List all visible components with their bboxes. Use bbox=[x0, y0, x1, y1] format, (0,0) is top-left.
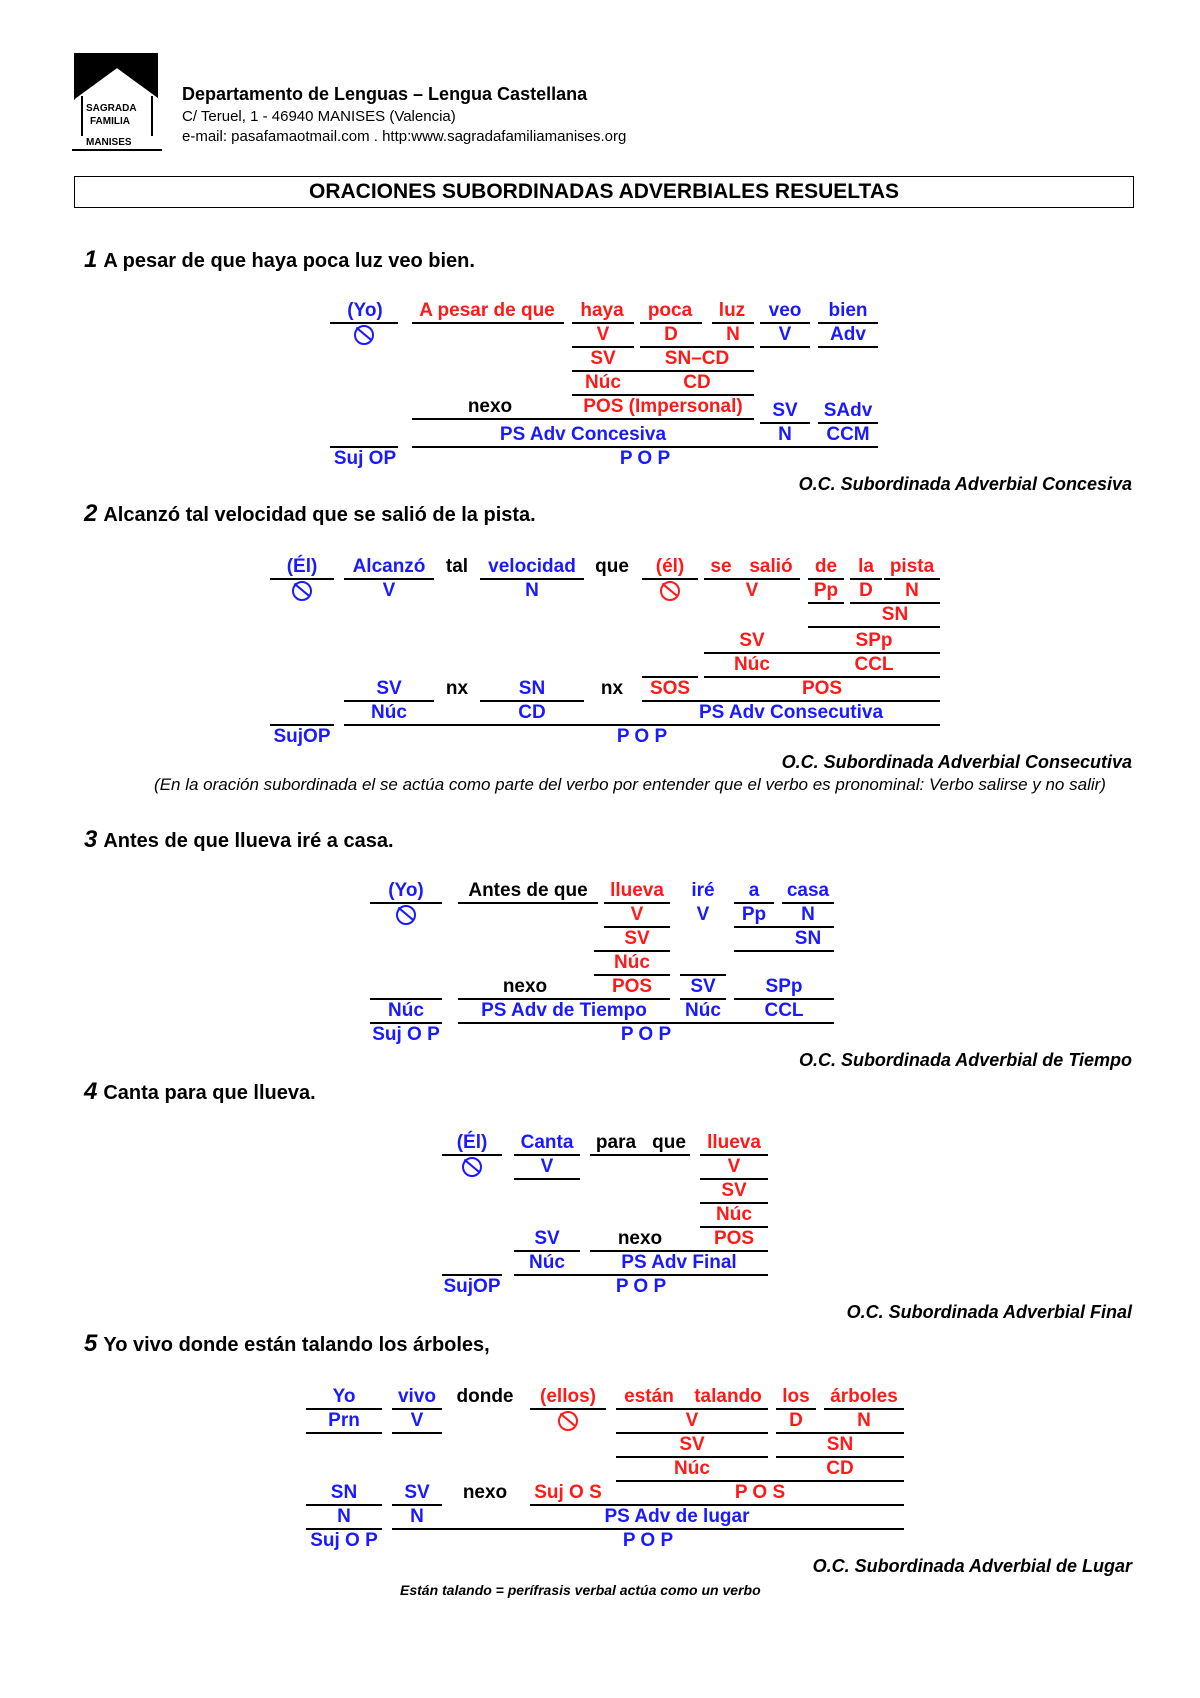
classification: O.C. Subordinada Adverbial Concesiva bbox=[798, 474, 1132, 494]
tag: V bbox=[596, 324, 610, 345]
tag: POS bbox=[713, 1228, 755, 1249]
word: los bbox=[782, 1386, 810, 1407]
tag: P O P bbox=[619, 448, 671, 469]
tag: P O P bbox=[615, 1276, 667, 1297]
tag: SujOP bbox=[273, 726, 331, 747]
null-subject-icon bbox=[460, 1156, 484, 1178]
word: luz bbox=[718, 300, 746, 321]
tag: Suj OP bbox=[333, 448, 397, 469]
tag: POS bbox=[611, 976, 653, 997]
exercise-number: 4 bbox=[84, 1078, 98, 1105]
null-subject-icon bbox=[556, 1410, 580, 1432]
sentence-text: Alcanzó tal velocidad que se salió de la pista. bbox=[103, 504, 536, 526]
word: iré bbox=[691, 880, 715, 901]
word: (Yo) bbox=[347, 300, 383, 321]
school-logo bbox=[72, 48, 162, 153]
word: a bbox=[748, 880, 760, 901]
tag: PS Adv Consecutiva bbox=[698, 702, 884, 723]
word: (él) bbox=[655, 556, 685, 577]
word: llueva bbox=[707, 1132, 761, 1153]
tag: POS bbox=[801, 678, 843, 699]
tag: SV bbox=[404, 1482, 430, 1503]
tag: N bbox=[726, 324, 740, 345]
tag: SV bbox=[721, 1180, 747, 1201]
word: poca bbox=[647, 300, 693, 321]
sentence-text: Antes de que llueva iré a casa. bbox=[103, 830, 394, 852]
exercise-number: 1 bbox=[84, 246, 98, 273]
tag: CD bbox=[683, 372, 711, 393]
tag: N bbox=[525, 580, 539, 601]
tag: V bbox=[778, 324, 792, 345]
tag: V bbox=[540, 1156, 554, 1177]
null-subject-icon bbox=[290, 580, 314, 602]
tag: SPp bbox=[855, 630, 893, 651]
tag: SOS bbox=[649, 678, 691, 699]
exercise-3-sentence bbox=[84, 826, 394, 854]
exercise-4-sentence bbox=[84, 1078, 316, 1106]
exercise-5-sentence bbox=[84, 1330, 490, 1358]
word: (Él) bbox=[286, 556, 318, 577]
tag: P O P bbox=[616, 726, 668, 747]
tag: D bbox=[664, 324, 678, 345]
tag: SV bbox=[590, 348, 616, 369]
word: para bbox=[595, 1132, 637, 1153]
word: veo bbox=[768, 300, 802, 321]
word: vivo bbox=[397, 1386, 437, 1407]
null-subject-icon bbox=[394, 904, 418, 926]
tag: SV bbox=[376, 678, 402, 699]
word: velocidad bbox=[488, 556, 576, 577]
classification: O.C. Subordinada Adverbial Final bbox=[846, 1302, 1132, 1322]
logo-text-mid: FAMILIA bbox=[90, 116, 130, 127]
sentence-text: A pesar de que haya poca luz veo bien. bbox=[103, 250, 475, 272]
word: están bbox=[624, 1386, 674, 1407]
tag: Núc bbox=[716, 1204, 752, 1225]
word: Yo bbox=[332, 1386, 356, 1407]
tag: Suj O P bbox=[372, 1024, 440, 1045]
tag: nx bbox=[445, 678, 469, 699]
sentence-text: Canta para que llueva. bbox=[103, 1082, 316, 1104]
footnote: Están talando = perífrasis verbal actúa como un verbo bbox=[400, 1582, 761, 1598]
word: donde bbox=[456, 1386, 514, 1407]
tag: CD bbox=[518, 702, 546, 723]
exercise-1-sentence bbox=[84, 246, 475, 274]
logo-text-bottom: MANISES bbox=[86, 137, 132, 148]
exercise-2-sentence bbox=[84, 500, 536, 528]
word: (Él) bbox=[456, 1132, 488, 1153]
word: salió bbox=[749, 556, 793, 577]
tag: SV bbox=[739, 630, 765, 651]
word: Alcanzó bbox=[352, 556, 426, 577]
word: Canta bbox=[520, 1132, 574, 1153]
address: C/ Teruel, 1 - 46940 MANISES (Valencia) bbox=[182, 108, 456, 125]
tag: SV bbox=[679, 1434, 705, 1455]
word: bien bbox=[828, 300, 868, 321]
exercise-number: 5 bbox=[84, 1330, 98, 1357]
note: (En la oración subordinada el se actúa como parte del verbo por entender que el verbo es pronominal: Verbo salirse y no salir) bbox=[154, 775, 1106, 794]
exercise-number: 2 bbox=[84, 500, 98, 527]
tag: Núc bbox=[614, 952, 650, 973]
nexo-word: Antes de que bbox=[468, 880, 588, 901]
tag: SPp bbox=[765, 976, 803, 997]
tag: N bbox=[410, 1506, 424, 1527]
word: pista bbox=[889, 556, 935, 577]
classification: O.C. Subordinada Adverbial de Lugar bbox=[812, 1556, 1132, 1576]
null-subject-icon bbox=[352, 324, 376, 346]
tag: nx bbox=[600, 678, 624, 699]
tag: SV bbox=[690, 976, 716, 997]
tag: V bbox=[685, 1410, 699, 1431]
tag: Núc bbox=[529, 1252, 565, 1273]
tag: Suj O S bbox=[534, 1482, 602, 1503]
tag: P O P bbox=[620, 1024, 672, 1045]
classification: O.C. Subordinada Adverbial de Tiempo bbox=[798, 1050, 1132, 1070]
tag: Pp bbox=[813, 580, 839, 601]
tag: D bbox=[859, 580, 873, 601]
tag: nexo bbox=[467, 396, 513, 417]
tag: SN bbox=[518, 678, 546, 699]
word: la bbox=[858, 556, 874, 577]
page-title: ORACIONES SUBORDINADAS ADVERBIALES RESUELTAS bbox=[74, 176, 1134, 208]
tag: V bbox=[630, 904, 644, 925]
word: árboles bbox=[830, 1386, 898, 1407]
tag: SN–CD bbox=[664, 348, 730, 369]
tag: SN bbox=[330, 1482, 358, 1503]
word: se bbox=[710, 556, 732, 577]
department-name: Departamento de Lenguas – Lengua Castellana bbox=[182, 84, 588, 104]
sentence-text: Yo vivo donde están talando los árboles, bbox=[103, 1334, 490, 1356]
tag: POS (Impersonal) bbox=[583, 396, 743, 417]
exercise-number: 3 bbox=[84, 826, 98, 853]
tag: SV bbox=[534, 1228, 560, 1249]
tag: Núc bbox=[734, 654, 770, 675]
word: de bbox=[814, 556, 838, 577]
tag: Adv bbox=[830, 324, 866, 345]
contact-info: e-mail: pasafamaotmail.com . http:www.sagradafamiliamanises.org bbox=[182, 128, 627, 145]
nexo-word: A pesar de que bbox=[419, 300, 555, 321]
tag: CCM bbox=[826, 424, 870, 445]
tag: PS Adv Concesiva bbox=[499, 424, 667, 445]
tag: N bbox=[337, 1506, 351, 1527]
word: haya bbox=[580, 300, 624, 321]
word: (ellos) bbox=[540, 1386, 596, 1407]
tag: V bbox=[745, 580, 759, 601]
tag: Núc bbox=[685, 1000, 721, 1021]
tag: V bbox=[696, 904, 710, 925]
tag: V bbox=[382, 580, 396, 601]
tag: SAdv bbox=[823, 400, 873, 421]
word: llueva bbox=[610, 880, 664, 901]
tag: SN bbox=[881, 604, 909, 625]
tag: nexo bbox=[502, 976, 548, 997]
tag: Núc bbox=[585, 372, 621, 393]
logo-text-top: SAGRADA bbox=[86, 103, 137, 114]
tag: PS Adv de Tiempo bbox=[481, 1000, 647, 1021]
tag: N bbox=[857, 1410, 871, 1431]
tag: P O P bbox=[622, 1530, 674, 1551]
tag: SN bbox=[826, 1434, 854, 1455]
tag: Pp bbox=[741, 904, 767, 925]
null-subject-icon bbox=[658, 580, 682, 602]
tag: V bbox=[410, 1410, 424, 1431]
tag: N bbox=[778, 424, 792, 445]
tag: nexo bbox=[462, 1482, 508, 1503]
tag: CCL bbox=[764, 1000, 804, 1021]
tag: PS Adv de lugar bbox=[604, 1506, 750, 1527]
tag: Núc bbox=[388, 1000, 424, 1021]
tag: Prn bbox=[328, 1410, 360, 1431]
word: que bbox=[595, 556, 629, 577]
word: tal bbox=[445, 556, 469, 577]
tag: SV bbox=[624, 928, 650, 949]
tag: PS Adv Final bbox=[621, 1252, 737, 1273]
word: (Yo) bbox=[388, 880, 424, 901]
classification: O.C. Subordinada Adverbial Consecutiva bbox=[781, 752, 1132, 772]
tag: N bbox=[905, 580, 919, 601]
tag: P O S bbox=[734, 1482, 786, 1503]
tag: nexo bbox=[617, 1228, 663, 1249]
tag: SV bbox=[772, 400, 798, 421]
word: casa bbox=[786, 880, 830, 901]
tag: CCL bbox=[854, 654, 894, 675]
tag: SujOP bbox=[443, 1276, 501, 1297]
tag: D bbox=[789, 1410, 803, 1431]
tag: V bbox=[727, 1156, 741, 1177]
tag: Núc bbox=[674, 1458, 710, 1479]
tag: CD bbox=[826, 1458, 854, 1479]
word: talando bbox=[694, 1386, 762, 1407]
tag: Suj O P bbox=[310, 1530, 378, 1551]
tag: Núc bbox=[371, 702, 407, 723]
tag: N bbox=[801, 904, 815, 925]
word: que bbox=[652, 1132, 686, 1153]
tag: SN bbox=[794, 928, 822, 949]
